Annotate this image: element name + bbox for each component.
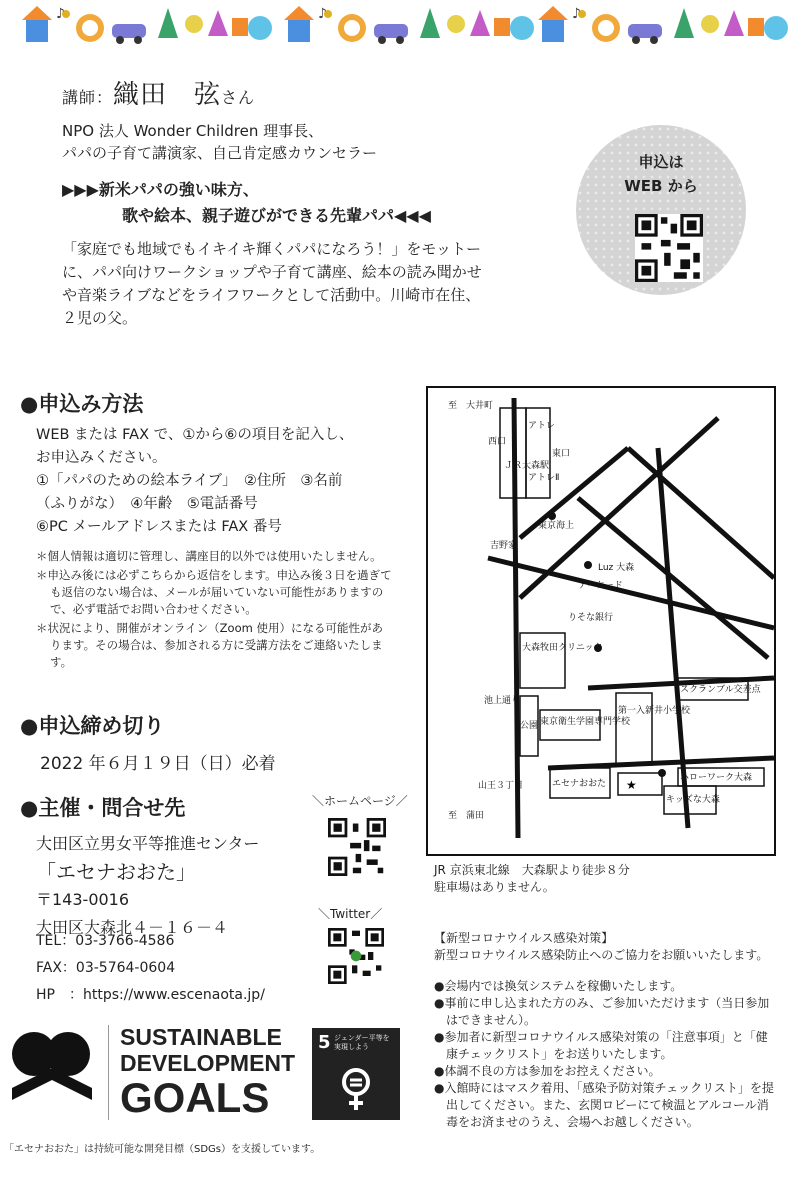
- apply-instructions: WEB または FAX で、①から⑥の項目を記入し、 お申込みください。 ①「パパのための絵本ライブ」 ②住所 ③名前 （ふりがな） ④年齢 ⑤電話番号 ⑥PC メールアドレスまたは FAX 番号: [36, 427, 354, 535]
- covid-item: ●会場内では換気システムを稼働いたします。: [434, 979, 683, 993]
- logo-divider: [108, 1025, 109, 1120]
- homepage-link[interactable]: HP ：https://www.escenaota.jp/: [36, 987, 265, 1003]
- map-label-arcade: アーケード: [578, 581, 623, 591]
- map-label-luz: Luz 大森: [598, 563, 635, 573]
- map-label-atre: アトレ: [528, 421, 556, 431]
- deadline-heading: ●申込締め切り: [20, 714, 165, 738]
- covid-item: ●参加者に新型コロナウイルス感染対策の「注意事項」と「健康チェックリスト」をお送りいたします。: [434, 1030, 768, 1061]
- map-drawing: [428, 388, 774, 854]
- map-label-to-kamata: 至 蒲田: [448, 811, 485, 821]
- map-label-park: 公園: [520, 721, 539, 731]
- covid-intro: 新型コロナウイルス感染防止へのご協力をお願いいたします。: [434, 948, 769, 962]
- map-label-clinic: 大森牧田クリニック: [522, 643, 603, 653]
- venue-star-icon: ★: [626, 778, 637, 792]
- instructor-description: 「家庭でも地域でもイキイキ輝くパパになろう！」をモットー に、パパ向けワークショップや子育て講座、絵本の読み聞かせ や音楽ライブなどをライフワークとして活動中。川崎市在住、 ２児の父。: [62, 240, 482, 327]
- gender-equality-icon: [336, 1062, 376, 1114]
- tagline-line: 歌や絵本、親子遊びができる先輩パパ◀◀◀: [122, 206, 431, 225]
- map-label-ikegami: 池上通り: [484, 696, 521, 706]
- escena-logo-icon: [4, 1028, 100, 1108]
- covid-item: ●入館時にはマスク着用、「感染予防対策チェックリスト」を提出してください。また、玄関ロビーにて検温とアルコール消毒をお済ませのうえ、会場へお越しください。: [434, 1081, 774, 1129]
- note-item: ＊個人情報は適切に管理し、講座目的以外では使用いたしません。: [36, 549, 382, 563]
- contact-heading: ●主催・問合せ先: [20, 796, 186, 820]
- twitter-qr-code[interactable]: [328, 928, 384, 984]
- sdgs-wordmark: SUSTAINABLE DEVELOPMENT GOALS: [120, 1024, 296, 1121]
- instructor-roles: [62, 120, 377, 164]
- svg-text:♪: ♪: [56, 6, 65, 22]
- fax-number: FAX：03-5764-0604: [36, 960, 176, 976]
- note-item: ＊状況により、開催がオンライン（Zoom 使用）になる可能性があります。その場合は、参加される方に受講方法をご連絡いたします。: [36, 621, 383, 669]
- map-label-tokyo-kaijo: 東京海上: [538, 521, 575, 531]
- role-line: パパの子育て講演家、自己肯定感カウンセラー: [62, 144, 378, 162]
- covid-heading: 【新型コロナウイルス感染対策】: [434, 931, 614, 945]
- covid-item: ●事前に申し込まれた方のみ、ご参加いただけます（当日参加はできません）。: [434, 996, 770, 1027]
- map-label-resona: りそな銀行: [568, 613, 614, 623]
- web-apply-text: 申込は WEB から: [624, 153, 698, 195]
- map-label-scramble: スクランブル交差点: [680, 685, 761, 695]
- decorative-banner: [0, 0, 790, 52]
- map-label-station: ＪＲ大森駅: [504, 461, 550, 471]
- contact-block: 大田区立男女平等推進センター 「エセナおおた」 〒143-0016 大田区大森北４－１６－４: [36, 834, 260, 937]
- covid-section: [434, 930, 774, 1131]
- map-label-elementary: 第一入新井小学校: [618, 706, 691, 716]
- apply-qr-code[interactable]: [635, 214, 703, 282]
- map-label-atre2: アトレⅡ: [528, 473, 560, 483]
- access-map: [426, 386, 776, 856]
- map-label-escena: エセナおおた: [552, 779, 607, 789]
- deadline-date: 2022 年６月１９日（日）必着: [40, 754, 276, 774]
- map-label-school: 東京衛生学園専門学校: [540, 717, 631, 727]
- note-item: ＊申込み後には必ずこちらから返信をします。申込み後３日を過ぎても返信のない場合は、メールが届いていない可能性がありますので、必ず電話でお問い合わせください。: [36, 568, 392, 616]
- homepage-label: ＼ホームページ／: [312, 794, 408, 808]
- instructor-name: 講師：織田 弦さん: [62, 80, 256, 110]
- map-label-hellowork: ハローワーク大森: [680, 773, 753, 783]
- tel-number[interactable]: TEL：03-3766-4586: [36, 933, 175, 949]
- sdg-goal-5-tile: 5 ジェンダー平等を実現しよう: [312, 1028, 400, 1120]
- map-caption: JR 京浜東北線 大森駅より徒歩８分 駐車場はありません。: [434, 863, 630, 894]
- apply-notes: [36, 548, 392, 673]
- map-label-east-exit: 東口: [552, 449, 571, 459]
- tagline: [62, 177, 431, 229]
- apply-heading: ●申込み方法: [20, 392, 144, 416]
- map-label-sanno: 山王３丁目: [478, 781, 524, 791]
- map-label-kids: キッズな大森: [666, 795, 720, 805]
- map-label-west-exit: 西口: [488, 437, 507, 447]
- covid-item: ●体調不良の方は参加をお控えください。: [434, 1064, 661, 1078]
- map-label-to-oi: 至 大井町: [448, 401, 494, 411]
- sdgs-footer: 「エセナおおた」は持続可能な開発目標（SDGs）を支援しています。: [4, 1144, 321, 1155]
- map-label-yoshinoya: 吉野家: [490, 541, 518, 551]
- twitter-label: ＼Twitter／: [318, 907, 383, 921]
- homepage-qr-code[interactable]: [328, 818, 386, 876]
- contact-numbers: [36, 928, 265, 1009]
- role-line: NPO 法人 Wonder Children 理事長、: [62, 122, 324, 140]
- tagline-line: ▶▶▶新米パパの強い味方、: [62, 180, 259, 199]
